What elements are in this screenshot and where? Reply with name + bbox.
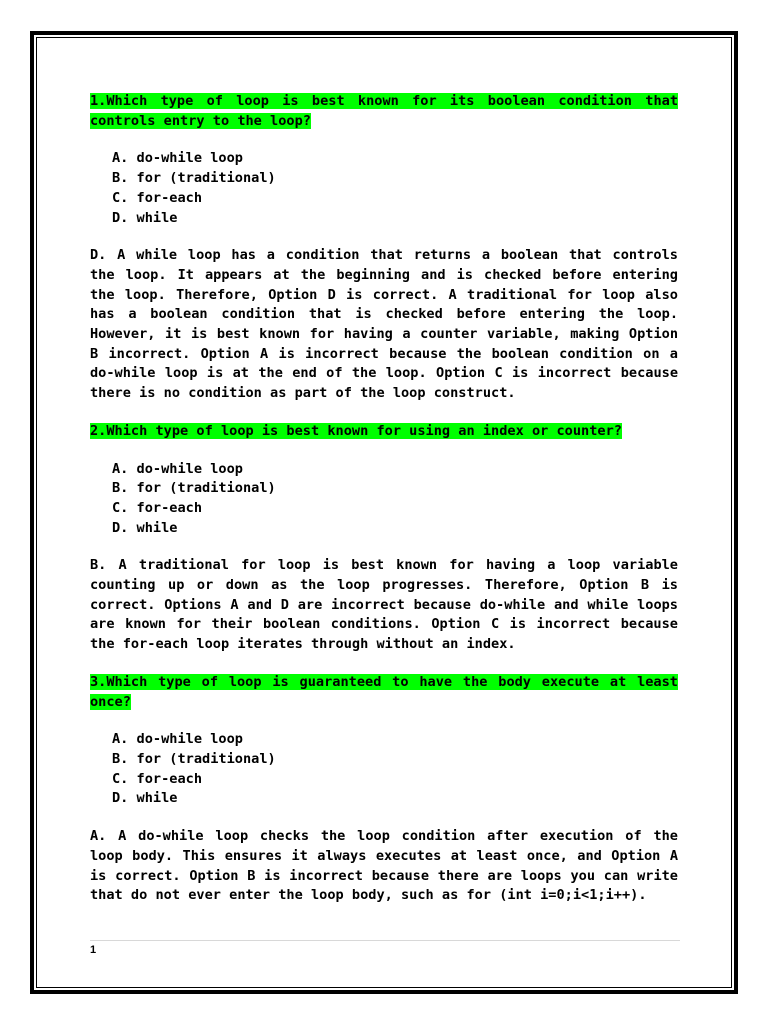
option-item: A. do-while loop xyxy=(112,460,243,477)
option-item: A. do-while loop xyxy=(112,150,243,167)
question-1 xyxy=(90,92,678,131)
question-3-options xyxy=(112,730,678,809)
question-2 xyxy=(90,422,678,442)
footer-divider xyxy=(90,940,680,941)
question-1-text: 1.Which type of loop is best known for its boolean condition that controls entry to the loop? xyxy=(90,93,678,129)
question-2-text: 2.Which type of loop is best known for using an index or counter? xyxy=(90,422,622,439)
option-item: A. do-while loop xyxy=(112,731,243,748)
option-item: C. for-each xyxy=(112,189,203,206)
option-item: C. for-each xyxy=(112,770,203,787)
option-item: B. for (traditional) xyxy=(112,750,276,767)
question-2-options xyxy=(112,460,678,539)
answer-explanation-3: A. A do-while loop checks the loop condition after execution of the loop body. This ensures it always executes at least once, and Option A is correct. Option B is incorrect because there are loops you can write that do not ever enter the loop body, such as for (int i=0;i<1;i++). xyxy=(90,828,678,904)
question-3 xyxy=(90,673,678,712)
option-item: D. while xyxy=(112,519,178,536)
option-item: D. while xyxy=(112,209,178,226)
option-item: C. for-each xyxy=(112,499,203,516)
option-item: B. for (traditional) xyxy=(112,480,276,497)
option-item: D. while xyxy=(112,790,178,807)
option-item: B. for (traditional) xyxy=(112,170,276,187)
answer-explanation-1: D. A while loop has a condition that returns a boolean that controls the loop. It appears at the beginning and is checked before entering the loop. Therefore, Option D is correct. A traditional for loop also has a boolean condition that is checked before entering the loop. However, it is best known for having a counter variable, making Option B incorrect. Option A is incorrect because the boolean condition on a do-while loop is at the end of the loop. Option C is incorrect because there is no condition as part of the loop construct. xyxy=(90,247,678,402)
answer-explanation-2: B. A traditional for loop is best known for having a loop variable counting up or down as the loop progresses. Therefore, Option B is correct. Options A and D are incorrect because do-while and while loops are known for their boolean conditions. Option C is incorrect because the for-each loop iterates through without an index. xyxy=(90,557,678,653)
question-3-text: 3.Which type of loop is guaranteed to have the body execute at least once? xyxy=(90,673,678,710)
question-1-options xyxy=(112,149,678,228)
document-body xyxy=(90,92,678,924)
page-number: 1 xyxy=(90,944,97,956)
